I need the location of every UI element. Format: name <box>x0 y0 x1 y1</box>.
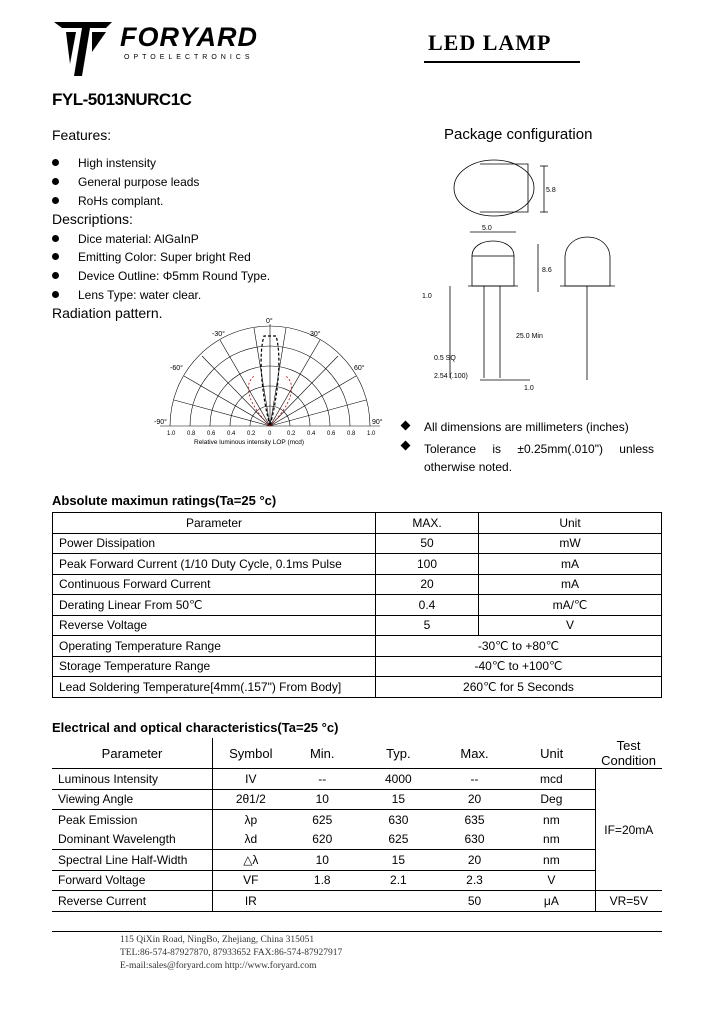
table-row: Lead Soldering Temperature[4mm(.157") From Body] 260℃ for 5 Seconds <box>53 677 662 698</box>
dim-label: 1.0 <box>422 293 432 300</box>
angle-label: -60° <box>170 365 183 372</box>
svg-text:1.0: 1.0 <box>167 431 176 437</box>
footer-divider <box>52 931 662 932</box>
table-row: Storage Temperature Range -40℃ to +100℃ <box>53 656 662 677</box>
svg-text:0.6: 0.6 <box>207 431 216 437</box>
description-item: Emitting Color: Super bright Red <box>52 250 352 266</box>
package-heading: Package configuration <box>444 126 593 143</box>
table-header: Max. <box>460 745 489 761</box>
part-number: FYL-5013NURC1C <box>52 90 192 109</box>
table-row: Dominant Wavelength λd 620 625 630 nm <box>52 830 662 850</box>
description-item: Lens Type: water clear. <box>52 288 352 304</box>
angle-label: 60° <box>354 365 365 372</box>
package-drawing <box>420 148 620 396</box>
svg-text:0.4: 0.4 <box>227 431 236 437</box>
abs-ratings-table <box>52 512 662 698</box>
feature-item: RoHs complant. <box>52 194 352 210</box>
table-row: Peak Emission λp 625 630 635 nm <box>52 810 662 830</box>
title-underline <box>424 61 580 63</box>
table-header: MAX. <box>376 513 479 534</box>
table-header: Symbol <box>213 738 289 769</box>
angle-label: 30° <box>310 331 321 338</box>
abs-ratings-heading: Absolute maximun ratings(Ta=25 °c) <box>52 493 277 508</box>
table-header: Parameter <box>101 745 163 761</box>
svg-text:0.8: 0.8 <box>347 431 356 437</box>
table-row: Forward Voltage VF 1.8 2.1 2.3 V <box>52 870 662 891</box>
scale-labels <box>167 431 376 437</box>
table-row: Spectral Line Half-Width △λ 10 15 20 nm <box>52 850 662 871</box>
table-header: Unit <box>479 513 662 534</box>
brand-name: FORYARD <box>120 22 259 52</box>
table-row: Continuous Forward Current 20 mA <box>53 574 662 595</box>
elec-heading: Electrical and optical characteristics(Ta=25 °c) <box>52 720 339 735</box>
description-item: Device Outline: Φ5mm Round Type. <box>52 269 352 285</box>
angle-label: -90° <box>154 419 167 426</box>
table-row: Operating Temperature Range -30℃ to +80℃ <box>53 636 662 657</box>
angle-label: 90° <box>372 419 383 426</box>
test-condition: IF=20mA <box>595 769 662 891</box>
table-row: Peak Forward Current (1/10 Duty Cycle, 0.1ms Pulse 100 mA <box>53 554 662 575</box>
svg-text:0.6: 0.6 <box>327 431 336 437</box>
svg-text:0.8: 0.8 <box>187 431 196 437</box>
table-row: Viewing Angle 2θ1/2 10 15 20 Deg <box>52 789 662 810</box>
table-header: Parameter <box>53 513 376 534</box>
description-item: Dice material: AlGaInP <box>52 232 352 248</box>
table-row: Reverse Current IR 50 μA VR=5V <box>52 891 662 912</box>
dim-label: 2.54 (.100) <box>434 373 468 380</box>
dim-label: 25.0 Min <box>516 333 543 340</box>
elec-table <box>52 738 662 912</box>
radiation-caption: Relative luminous intensity LOP (mcd) <box>194 439 305 446</box>
footer-email: E-mail:sales@foryard.com http://www.foryard.com <box>120 961 317 971</box>
svg-text:0: 0 <box>268 431 272 437</box>
table-row: Derating Linear From 50℃ 0.4 mA/℃ <box>53 595 662 616</box>
dim-label: 1.0 <box>524 385 534 392</box>
feature-item: General purpose leads <box>52 175 352 191</box>
dim-label: 5.0 <box>482 225 492 232</box>
table-header: Min. <box>309 745 335 761</box>
svg-text:0.2: 0.2 <box>247 431 256 437</box>
note-item: All dimensions are millimeters (inches) <box>402 420 662 436</box>
svg-text:1.0: 1.0 <box>367 431 376 437</box>
radiation-pattern-diagram <box>150 316 390 446</box>
foryard-logo-icon <box>52 18 118 80</box>
svg-text:0.2: 0.2 <box>287 431 296 437</box>
note-item: Tolerance is ±0.25mm(.010") unless otherwise noted. <box>402 440 662 476</box>
dim-label: 0.5 SQ <box>434 355 456 362</box>
radiation-heading: Radiation pattern. <box>52 305 163 321</box>
table-header: Typ. <box>386 745 411 761</box>
table-header: Unit <box>540 745 564 761</box>
table-header: Test Condition <box>601 738 657 768</box>
test-condition: VR=5V <box>595 891 662 912</box>
descriptions-heading: Descriptions: <box>52 211 133 227</box>
dim-label: 8.6 <box>542 267 552 274</box>
feature-item: High instensity <box>52 156 352 172</box>
table-row: Power Dissipation 50 mW <box>53 533 662 554</box>
brand-subtitle: OPTOELECTRONICS <box>124 54 254 61</box>
footer-address: 115 QiXin Road, NingBo, Zhejiang, China 315051 <box>120 935 315 945</box>
footer-phone: TEL:86-574-87927870, 87933652 FAX:86-574-87927917 <box>120 948 343 958</box>
svg-text:0.4: 0.4 <box>307 431 316 437</box>
features-heading: Features: <box>52 127 112 143</box>
angle-label: 0° <box>266 318 273 325</box>
dim-label: 5.8 <box>546 187 556 194</box>
page-title: LED LAMP <box>428 30 552 55</box>
table-row: Reverse Voltage 5 V <box>53 615 662 636</box>
table-row: Luminous Intensity IV -- 4000 -- mcd IF=20mA <box>52 769 662 790</box>
angle-label: -30° <box>212 331 225 338</box>
